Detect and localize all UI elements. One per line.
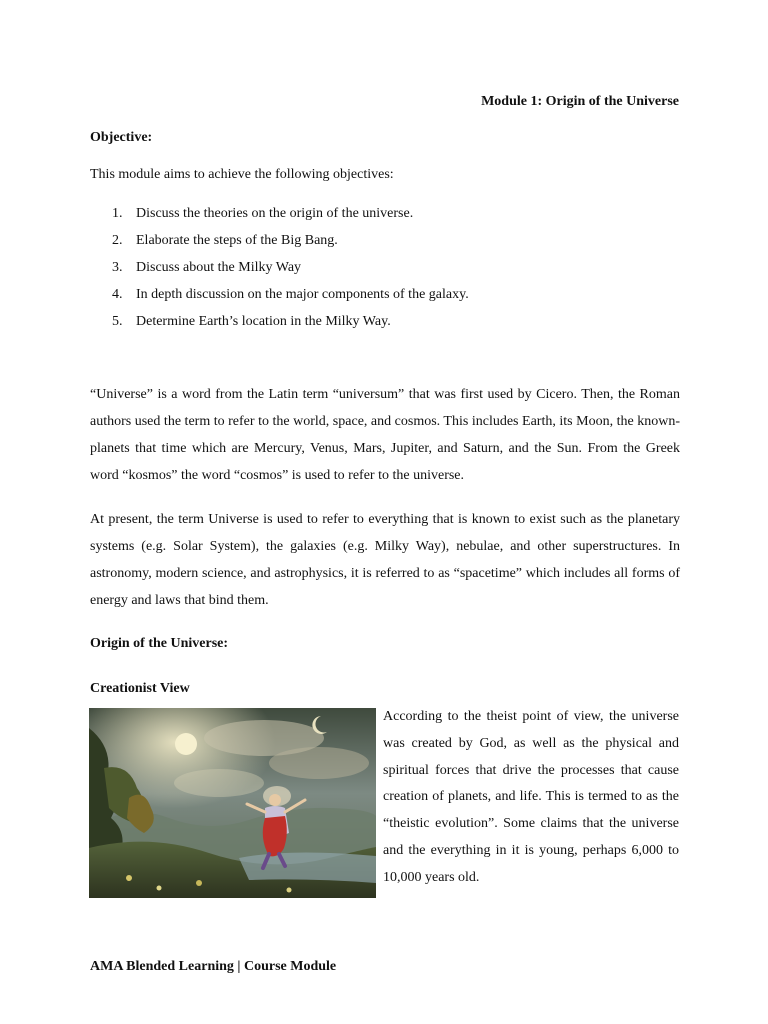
list-item-number: 2. [112, 233, 123, 248]
paragraph-present-term: At present, the term Universe is used to refer to everything that is known to exist such as the planetary systems (e.g. Solar System), the galaxies (e.g. Milky Way), nebulae, and other superstructures. In astronomy, modern science, and astrophysics, it is referred to as “spacetime” which includes all forms of energy and laws that bind them. [90, 512, 680, 608]
list-item-text: Elaborate the steps of the Big Bang. [136, 233, 338, 248]
list-item-text: Determine Earth’s location in the Milky Way. [136, 314, 391, 329]
paragraph-universe-definition: “Universe” is a word from the Latin term “universum” that was first used by Cicero. Then, the Roman authors used the term to refer to the world, space, and cosmos. This includes Earth, its Moon, the known-planets that time which are Mercury, Venus, Mars, Jupiter, and Saturn, and the Sun. From the Greek word “kosmos” the word “cosmos” is used to refer to the universe. [90, 387, 680, 483]
list-item-text: Discuss the theories on the origin of the universe. [136, 206, 414, 221]
objective-heading: Objective: [90, 130, 153, 145]
module-title: Module 1: Origin of the Universe [481, 94, 679, 109]
list-item-number: 4. [112, 287, 123, 302]
list-item-number: 3. [112, 260, 123, 275]
list-item-number: 5. [112, 314, 123, 329]
list-item-text: In depth discussion on the major components of the galaxy. [136, 287, 469, 302]
footer-text: AMA Blended Learning | Course Module [90, 959, 337, 974]
creationist-paragraph: According to the theist point of view, the universe was created by God, as well as the physical and spiritual forces that drive the processes that cause creation of planets, and life. This is termed to as the “theistic evolution”. Some claims that the universe and the everything in it is young, perhaps 6,000 to 10,000 years old. [383, 709, 679, 885]
creation-painting-image [89, 708, 376, 898]
list-item-text: Discuss about the Milky Way [136, 260, 302, 275]
creationist-heading: Creationist View [90, 681, 190, 696]
origin-heading: Origin of the Universe: [90, 636, 229, 651]
list-item-number: 1. [112, 206, 123, 221]
intro-text: This module aims to achieve the following objectives: [90, 167, 394, 182]
